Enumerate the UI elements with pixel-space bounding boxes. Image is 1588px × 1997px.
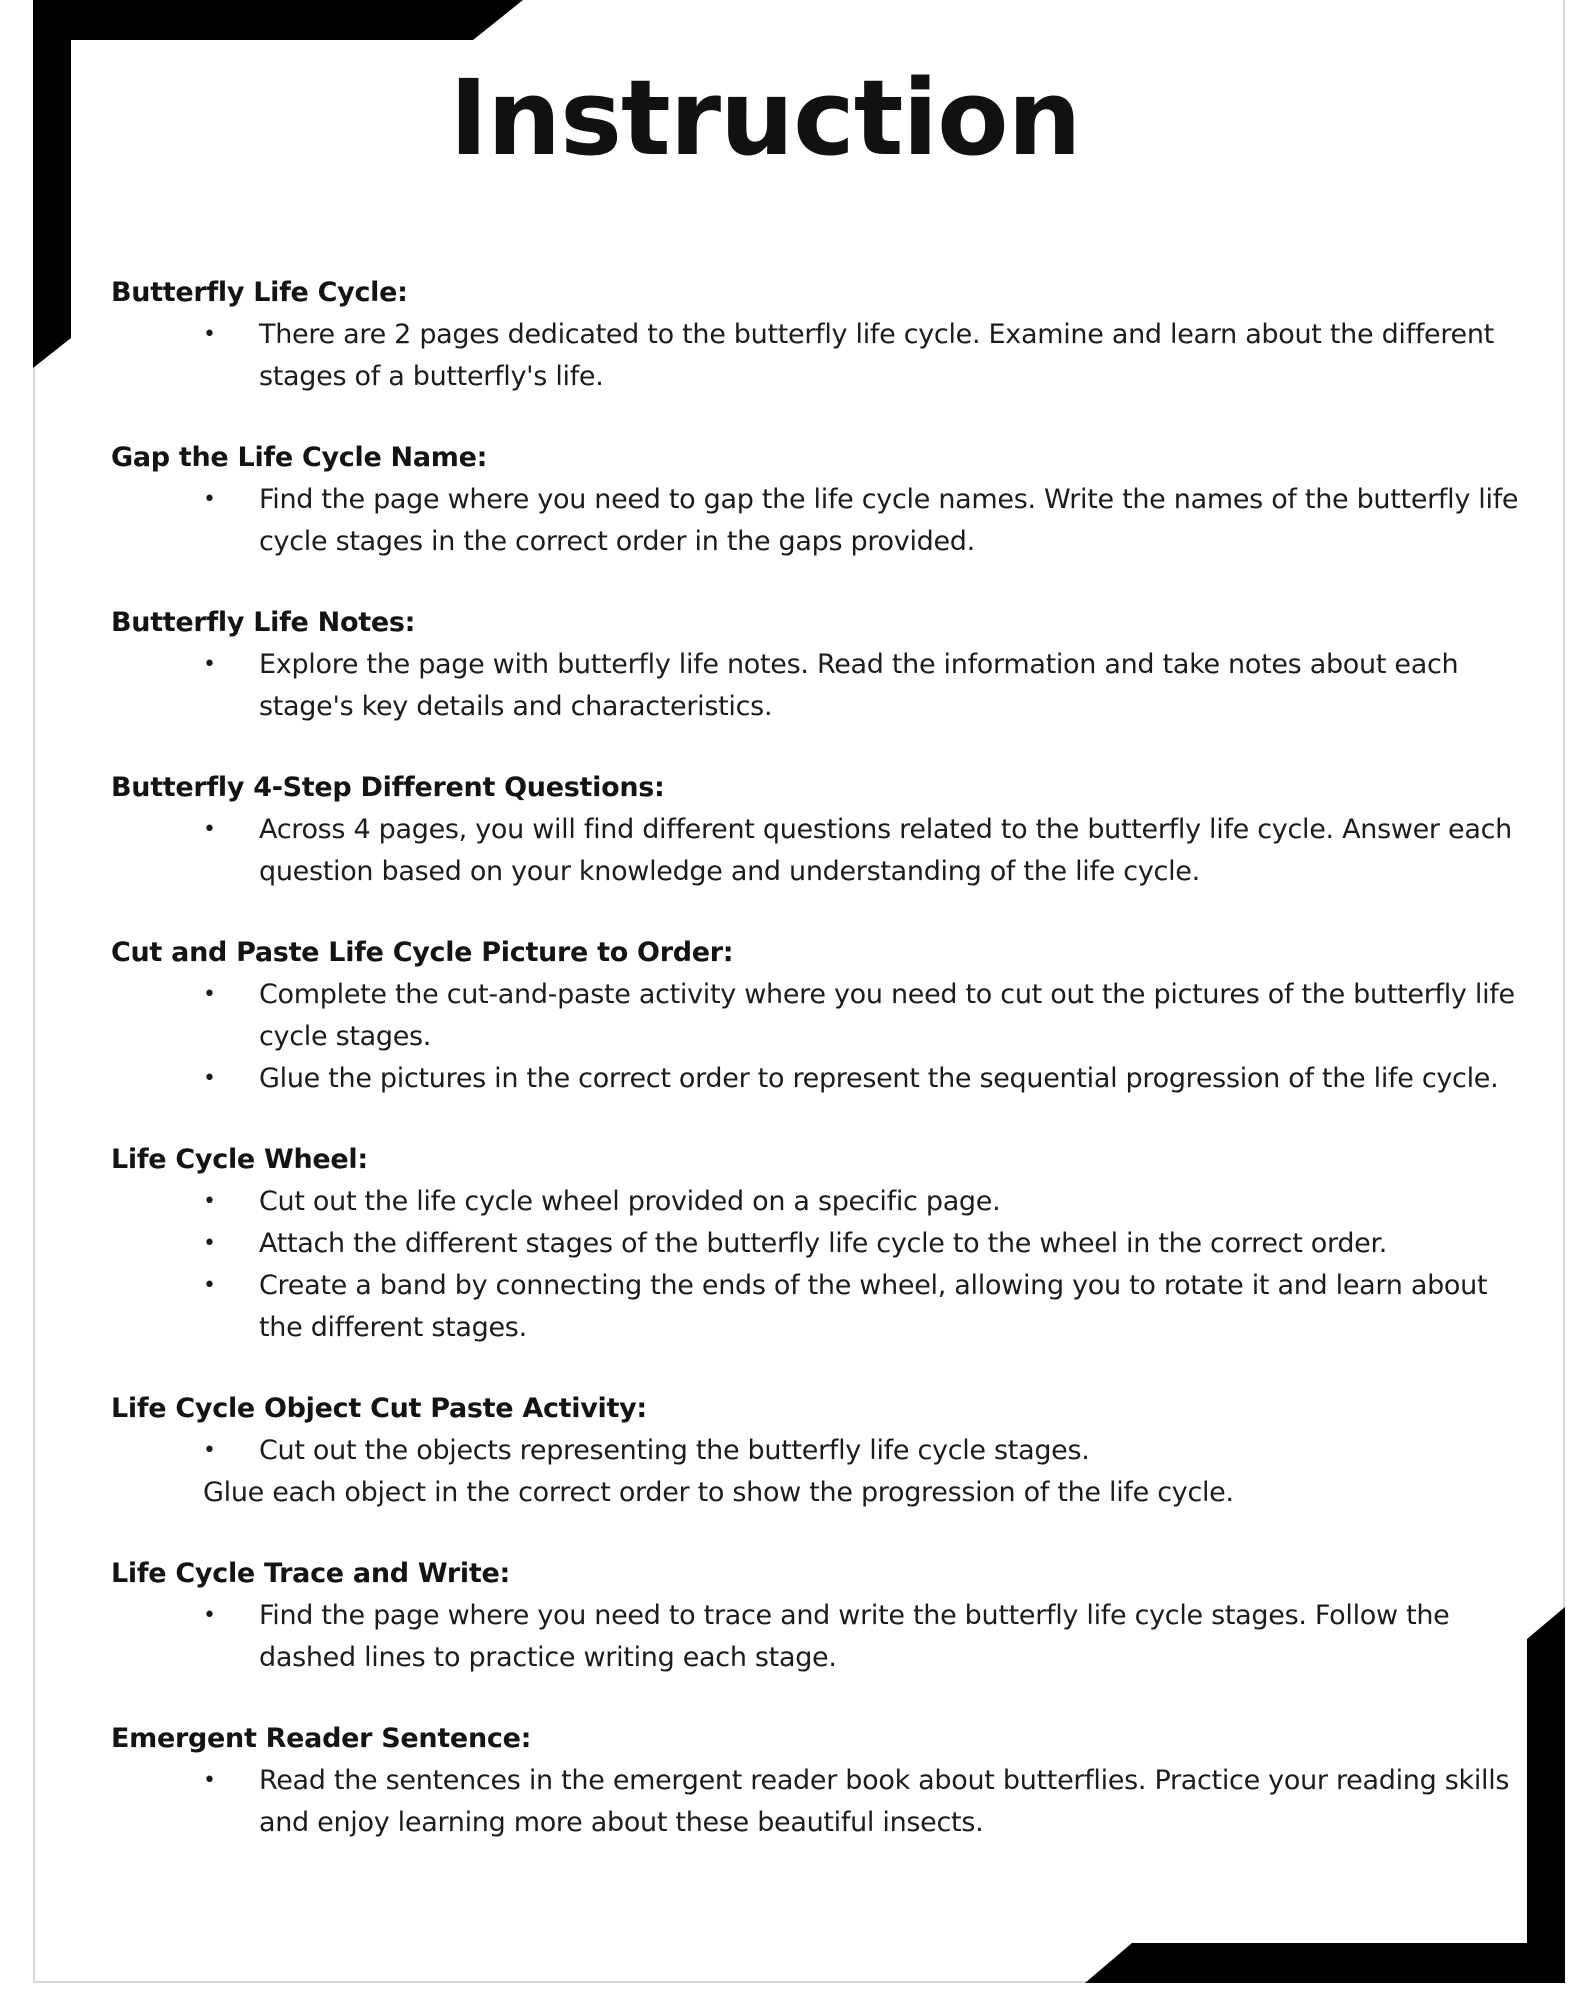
instruction-section <box>111 1553 1531 1679</box>
list-item <box>111 1595 1531 1679</box>
bullet-icon: • <box>203 1768 216 1793</box>
bullet-list <box>111 1595 1531 1679</box>
list-item-text: Complete the cut-and-paste activity where you need to cut out the pictures of the butterfly life cycle stages. <box>259 979 1515 1052</box>
list-item-text: Across 4 pages, you will find different questions related to the butterfly life cycle. Answer each question based on your knowledge and understanding of the life cycle. <box>259 814 1512 887</box>
bullet-icon: • <box>203 1066 216 1091</box>
instruction-section <box>111 1718 1531 1844</box>
bullet-icon: • <box>203 322 216 347</box>
list-item-text: Cut out the objects representing the butterfly life cycle stages. <box>259 1435 1090 1466</box>
instruction-section <box>111 932 1531 1100</box>
section-heading: Emergent Reader Sentence: <box>111 1723 532 1754</box>
trailing-instruction: Glue each object in the correct order to show the progression of the life cycle. <box>203 1477 1234 1508</box>
section-heading: Cut and Paste Life Cycle Picture to Order: <box>111 937 734 968</box>
list-item-text: Read the sentences in the emergent reader book about butterflies. Practice your reading skills and enjoy learning more about these beautiful insects. <box>259 1765 1510 1838</box>
page-title: Instruction <box>449 57 1081 179</box>
list-item <box>111 1430 1531 1472</box>
bullet-icon: • <box>203 817 216 842</box>
bullet-icon: • <box>203 652 216 677</box>
list-item-text: Explore the page with butterfly life notes. Read the information and take notes about each stage's key details and characteristics. <box>259 649 1459 722</box>
section-heading: Butterfly 4-Step Different Questions: <box>111 772 665 803</box>
bullet-list <box>111 1760 1531 1844</box>
bullet-list <box>111 479 1531 563</box>
list-item-text: Glue the pictures in the correct order to represent the sequential progression of the life cycle. <box>259 1063 1499 1094</box>
instruction-section <box>111 602 1531 728</box>
list-item-text: Find the page where you need to trace and write the butterfly life cycle stages. Follow the dashed lines to practice writing each stage. <box>259 1600 1450 1673</box>
instruction-section <box>111 767 1531 893</box>
list-item-text: Create a band by connecting the ends of the wheel, allowing you to rotate it and learn about the different stages. <box>259 1270 1488 1343</box>
bullet-icon: • <box>203 1603 216 1628</box>
bullet-icon: • <box>203 1231 216 1256</box>
instruction-section <box>111 437 1531 563</box>
list-item <box>111 974 1531 1058</box>
bullet-list <box>111 974 1531 1100</box>
list-item <box>111 1181 1531 1223</box>
bullet-icon: • <box>203 1189 216 1214</box>
list-item <box>111 479 1531 563</box>
list-item <box>111 1265 1531 1349</box>
list-item-text: Cut out the life cycle wheel provided on a specific page. <box>259 1186 1001 1217</box>
section-heading: Butterfly Life Notes: <box>111 607 416 638</box>
section-heading: Butterfly Life Cycle: <box>111 277 408 308</box>
section-heading: Life Cycle Trace and Write: <box>111 1558 510 1589</box>
list-item <box>111 1223 1531 1265</box>
list-item <box>111 644 1531 728</box>
instruction-list <box>111 272 1531 1883</box>
list-item <box>111 314 1531 398</box>
list-item-text: Attach the different stages of the butterfly life cycle to the wheel in the correct order. <box>259 1228 1388 1259</box>
bullet-icon: • <box>203 982 216 1007</box>
bullet-icon: • <box>203 487 216 512</box>
list-item-text: Find the page where you need to gap the life cycle names. Write the names of the butterfly life cycle stages in the correct order in the gaps provided. <box>259 484 1519 557</box>
list-item-text: There are 2 pages dedicated to the butterfly life cycle. Examine and learn about the different stages of a butterfly's life. <box>259 319 1494 392</box>
bullet-icon: • <box>203 1438 216 1463</box>
section-heading: Life Cycle Object Cut Paste Activity: <box>111 1393 647 1424</box>
section-heading: Gap the Life Cycle Name: <box>111 442 488 473</box>
list-item <box>111 1058 1531 1100</box>
instruction-section <box>111 1139 1531 1349</box>
bullet-list <box>111 1181 1531 1349</box>
list-item <box>111 1760 1531 1844</box>
bullet-list <box>111 1430 1531 1472</box>
bullet-list <box>111 314 1531 398</box>
bullet-icon: • <box>203 1273 216 1298</box>
section-heading: Life Cycle Wheel: <box>111 1144 368 1175</box>
bullet-list <box>111 644 1531 728</box>
instruction-section <box>111 1388 1531 1514</box>
list-item <box>111 809 1531 893</box>
bullet-list <box>111 809 1531 893</box>
instruction-section <box>111 272 1531 398</box>
